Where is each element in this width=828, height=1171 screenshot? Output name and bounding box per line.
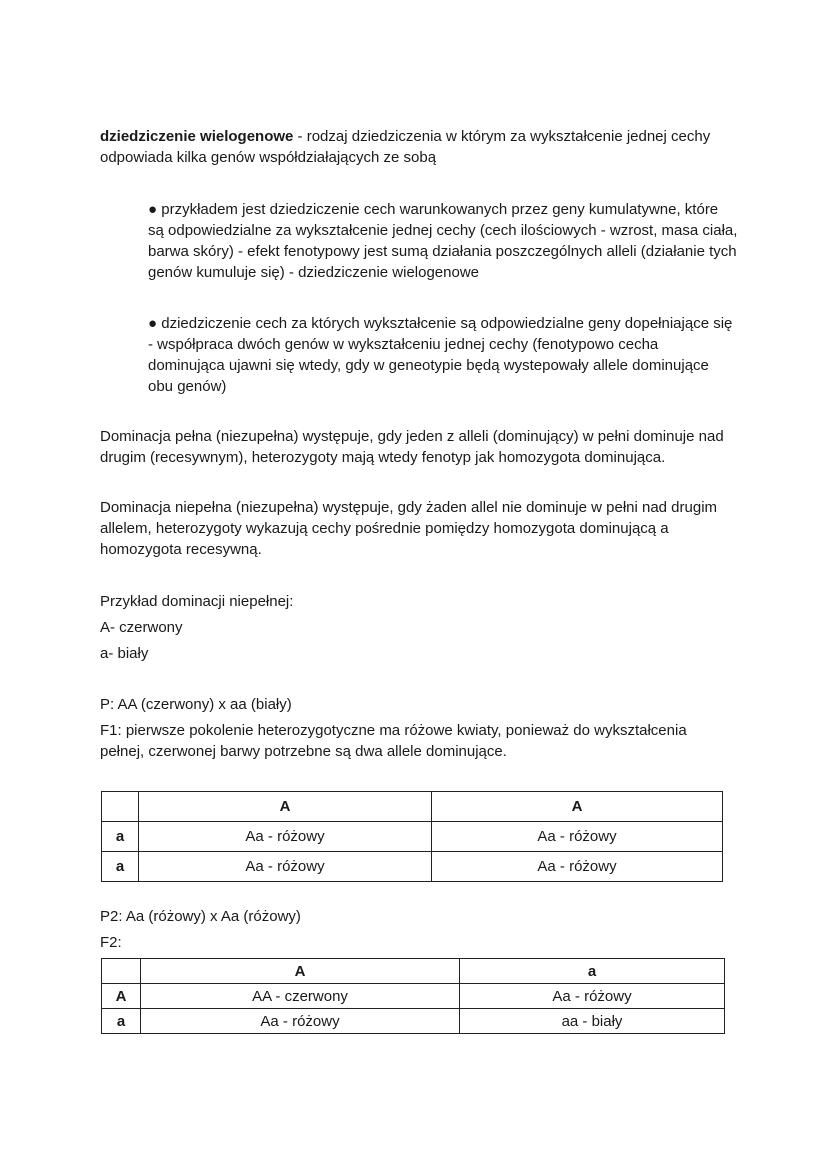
bullet-cumulative-genes: ● przykładem jest dziedziczenie cech warunkowanych przez geny kumulatywne, które są odpowiedzialne za wykształcenie jednej cechy (cech ilościowych - wzrost, masa ciała, barwa skóry) - efekt fenotypowy jest sumą działania poszczególnych alleli (działanie tych genów kumuluje się) - dziedziczenie wielogenowe — [148, 201, 738, 281]
table-cell: Aa - różowy — [141, 1009, 460, 1034]
table-cell: Aa - różowy — [460, 984, 725, 1009]
table-cell: aa - biały — [460, 1009, 725, 1034]
allele-a-line: a- biały — [100, 645, 149, 662]
definition-term: dziedziczenie wielogenowe — [100, 128, 294, 145]
punnett-table-f2 — [101, 958, 725, 1034]
table-row — [102, 822, 723, 852]
paragraph-incomplete-dominance: Dominacja niepełna (niezupełna) występuje, gdy żaden allel nie dominuje w pełni nad drugim allelem, heterozygoty wykazują cechy pośrednie pomiędzy homozygota dominującą a homozygota recesywną. — [100, 499, 718, 558]
table-corner-cell — [102, 959, 141, 984]
table-row — [102, 984, 725, 1009]
table-cell: Aa - różowy — [432, 852, 723, 882]
table-header-cell: A — [139, 792, 432, 822]
table-row — [102, 1009, 725, 1034]
table-header-cell: A — [141, 959, 460, 984]
table-row-header: a — [102, 1009, 141, 1034]
table-row-header: a — [102, 822, 139, 852]
table-cell: Aa - różowy — [139, 822, 432, 852]
definition-paragraph — [100, 126, 728, 168]
table-cell: Aa - różowy — [432, 822, 723, 852]
bullet-complementary-genes: ● dziedziczenie cech za których wykształcenie są odpowiedzialne geny dopełniające się - współpraca dwóch genów w wykształceniu jednej cechy (fenotypowo cecha dominująca ujawni się wtedy, gdy w geneotypie będą wystepowały allele dominujące obu genów) — [148, 315, 733, 395]
paragraph-full-dominance: Dominacja pełna (niezupełna) występuje, gdy jeden z alleli (dominujący) w pełni dominuje nad drugim (recesywnym), heterozygoty mają wtedy fenotyp jak homozygota dominująca. — [100, 428, 724, 466]
table-row — [102, 852, 723, 882]
table-row-header: a — [102, 852, 139, 882]
table-header-cell: A — [432, 792, 723, 822]
table-row-header: A — [102, 984, 141, 1009]
example-title: Przykład dominacji niepełnej: — [100, 593, 294, 610]
parental-cross: P: AA (czerwony) x aa (biały) — [100, 696, 292, 713]
table-header-cell: a — [460, 959, 725, 984]
f1-description: F1: pierwsze pokolenie heterozygotyczne ma różowe kwiaty, ponieważ do wykształcenia pełnej, czerwonej barwy potrzebne są dwa allele dominujące. — [100, 722, 687, 760]
second-cross: P2: Aa (różowy) x Aa (różowy) — [100, 908, 301, 925]
f2-label: F2: — [100, 934, 122, 951]
definition-text: - rodzaj dziedziczenia w którym za wykształcenie jednej cechy odpowiada kilka genów współdziałających ze sobą — [100, 128, 711, 166]
allele-A-line: A- czerwony — [100, 619, 183, 636]
punnett-table-f1 — [101, 791, 723, 882]
table-cell: AA - czerwony — [141, 984, 460, 1009]
table-corner-cell — [102, 792, 139, 822]
table-cell: Aa - różowy — [139, 852, 432, 882]
